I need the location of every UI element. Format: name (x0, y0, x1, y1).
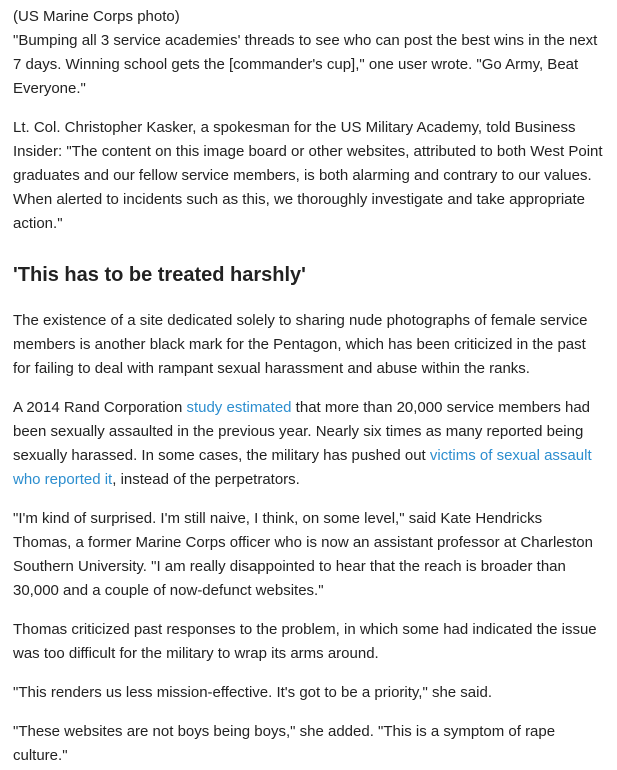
section-heading: 'This has to be treated harshly' (13, 264, 306, 286)
paragraph-mission-effective: "This renders us less mission-effective. It's got to be a priority," she said. (13, 684, 492, 701)
photo-caption: (US Marine Corps photo) (13, 8, 180, 25)
paragraph-thomas-criticized: Thomas criticized past responses to the problem, in which some had indicated the issue was too difficult for the military to wrap its arms around. (13, 621, 597, 662)
paragraph-text: that more than 20,000 service members had been sexually assaulted in the previous year. Nearly six times as many reported being sexually harassed. In some cases, the military has pushed out (13, 399, 591, 464)
victims-of-sexual-assault-link[interactable]: victims of sexual assault who reported it (13, 447, 592, 488)
paragraph-text: , instead of the perpetrators. (112, 471, 300, 488)
paragraph-text: A 2014 Rand Corporation (13, 399, 187, 416)
paragraph-rand-study (13, 396, 604, 492)
article-body (0, 5, 604, 768)
paragraph-pentagon-black-mark: The existence of a site dedicated solely to sharing nude photographs of female service members is another black mark for the Pentagon, which has been criticized in the past for failing to deal with rampant sexual harassment and abuse within the ranks. (13, 312, 588, 377)
study-estimated-link[interactable]: study estimated (186, 399, 292, 416)
paragraph-kasker-statement: Lt. Col. Christopher Kasker, a spokesman for the US Military Academy, told Business Insider: "The content on this image board or other websites, attributed to both West Point graduates and our fellow service members, is both alarming and contrary to our values. When alerted to incidents such as this, we thoroughly investigate and take appropriate action." (13, 119, 603, 232)
paragraph-quote-bumping: "Bumping all 3 service academies' threads to see who can post the best wins in the next 7 days. Winning school gets the [commander's cup]," one user wrote. "Go Army, Beat Everyone." (13, 32, 598, 97)
paragraph-rape-culture: "These websites are not boys being boys," she added. "This is a symptom of rape culture." (13, 723, 556, 764)
paragraph-thomas-quote: "I'm kind of surprised. I'm still naive, I think, on some level," said Kate Hendricks Thomas, a former Marine Corps officer who is now an assistant professor at Charleston Southern University. "I am really disappointed to hear that the reach is broader than 30,000 and a couple of now-defunct websites." (13, 510, 593, 599)
